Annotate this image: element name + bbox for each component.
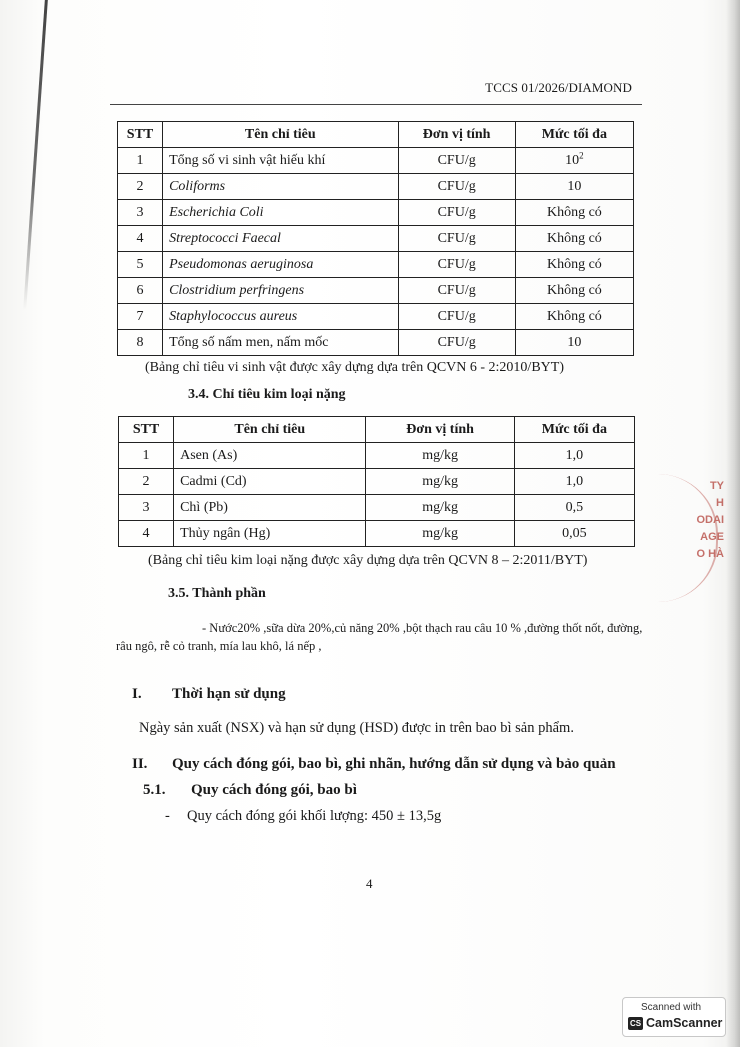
col-limit: Mức tối đa <box>514 417 634 443</box>
cell-name: Tổng số vi sinh vật hiếu khí <box>163 148 398 174</box>
cell-limit: 1,0 <box>514 469 634 495</box>
document-code: TCCS 01/2026/DIAMOND <box>485 80 632 95</box>
table-row <box>118 278 634 304</box>
cell-limit <box>515 304 633 330</box>
cell-stt: 1 <box>118 148 163 174</box>
cell-unit: CFU/g <box>398 278 515 304</box>
table-header-row <box>118 122 634 148</box>
camscanner-logo-icon: CS <box>629 1019 642 1028</box>
camscanner-badge <box>622 997 726 1037</box>
section-i-numeral: I. <box>132 686 142 702</box>
cell-unit: CFU/g <box>398 148 515 174</box>
cell-limit: 0,5 <box>514 495 634 521</box>
col-unit: Đơn vị tính <box>366 417 514 443</box>
cell-stt: 7 <box>118 304 163 330</box>
cell-name: Cadmi (Cd) <box>174 469 366 495</box>
col-stt: STT <box>119 417 174 443</box>
section-5-1-number: 5.1. <box>143 782 166 798</box>
section-5-1-bullet: - <box>165 808 170 824</box>
col-name: Tên chỉ tiêu <box>174 417 366 443</box>
company-stamp <box>684 478 724 598</box>
limit-value: Không có <box>546 204 602 220</box>
cell-unit: mg/kg <box>366 443 514 469</box>
cell-unit: mg/kg <box>366 469 514 495</box>
stamp-text: AGE <box>700 531 724 544</box>
table-header-row <box>119 417 635 443</box>
section-i-title: Thời hạn sử dụng <box>172 686 286 702</box>
cell-limit <box>515 252 633 278</box>
cell-limit <box>515 226 633 252</box>
cell-name: Pseudomonas aeruginosa <box>163 252 398 278</box>
col-stt: STT <box>118 122 163 148</box>
table-row <box>118 174 634 200</box>
cell-stt: 4 <box>118 226 163 252</box>
page-edge-shadow <box>726 0 740 1047</box>
table-row <box>118 148 634 174</box>
stamp-text: H <box>716 497 724 510</box>
camscanner-brand: CamScanner <box>646 1016 723 1030</box>
cell-stt: 2 <box>119 469 174 495</box>
stamp-text: TY <box>709 480 724 492</box>
table-row <box>118 200 634 226</box>
microbiology-table-caption: (Bảng chỉ tiêu vi sinh vật được xây dựng dựa trên QCVN 6 - 2:2010/BYT) <box>145 360 564 375</box>
limit-exponent: 2 <box>579 149 584 160</box>
table-row <box>119 443 635 469</box>
cell-unit: CFU/g <box>398 200 515 226</box>
cell-stt: 1 <box>119 443 174 469</box>
composition-line-1: - Nước20% ,sữa dừa 20%,củ năng 20% ,bột thạch rau câu 10 % ,đường thốt nốt, đường, <box>202 621 643 635</box>
section-ii-numeral: II. <box>132 756 148 772</box>
cell-name: Clostridium perfringens <box>163 278 398 304</box>
cell-limit: 0,05 <box>514 521 634 547</box>
table-row <box>118 304 634 330</box>
cell-stt: 3 <box>118 200 163 226</box>
col-unit: Đơn vị tính <box>398 122 515 148</box>
composition-line-2: râu ngô, rễ cỏ tranh, mía lau khô, lá nếp , <box>116 639 322 653</box>
cell-limit <box>515 174 633 200</box>
limit-value: Không có <box>546 308 602 324</box>
col-name: Tên chỉ tiêu <box>163 122 398 148</box>
section-5-1-title: Quy cách đóng gói, bao bì <box>191 782 357 798</box>
cell-name: Staphylococcus aureus <box>163 304 398 330</box>
table-row <box>118 252 634 278</box>
cell-unit: CFU/g <box>398 252 515 278</box>
limit-value: Không có <box>546 256 602 272</box>
cell-limit: 1,0 <box>514 443 634 469</box>
table-row <box>118 226 634 252</box>
fold-shadow <box>23 0 48 310</box>
limit-value: 10 <box>567 334 582 350</box>
cell-stt: 8 <box>118 330 163 356</box>
cell-unit: CFU/g <box>398 330 515 356</box>
cell-stt: 3 <box>119 495 174 521</box>
page-number: 4 <box>366 876 373 891</box>
limit-value: 10 <box>567 178 582 194</box>
heavy-metals-table-caption: (Bảng chỉ tiêu kim loại nặng được xây dựng dựa trên QCVN 8 – 2:2011/BYT) <box>148 553 588 568</box>
cell-unit: CFU/g <box>398 226 515 252</box>
cell-stt: 6 <box>118 278 163 304</box>
scanned-with-label: Scanned with <box>641 1002 702 1013</box>
cell-stt: 4 <box>119 521 174 547</box>
cell-unit: CFU/g <box>398 304 515 330</box>
section-5-1-text: Quy cách đóng gói khối lượng: 450 ± 13,5g <box>187 808 442 824</box>
table-row <box>119 521 635 547</box>
table-row <box>118 330 634 356</box>
cell-limit <box>515 330 633 356</box>
microbiology-table-body <box>118 148 634 356</box>
section-ii-title: Quy cách đóng gói, bao bì, ghi nhãn, hướng dẫn sử dụng và bảo quản <box>172 756 616 772</box>
cell-name: Asen (As) <box>174 443 366 469</box>
col-limit: Mức tối đa <box>515 122 633 148</box>
stamp-text: ODAI <box>696 514 724 527</box>
heavy-metals-heading: 3.4. Chỉ tiêu kim loại nặng <box>188 387 346 402</box>
limit-value: Không có <box>546 230 602 246</box>
cell-limit <box>515 278 633 304</box>
cell-stt: 2 <box>118 174 163 200</box>
section-i-text: Ngày sản xuất (NSX) và hạn sử dụng (HSD) được in trên bao bì sản phẩm. <box>139 720 574 736</box>
cell-limit <box>515 148 633 174</box>
microbiology-table <box>117 121 634 356</box>
table-row <box>119 495 635 521</box>
heavy-metals-table <box>118 416 635 547</box>
header-rule <box>110 104 642 105</box>
cell-unit: mg/kg <box>366 495 514 521</box>
cell-name: Thủy ngân (Hg) <box>174 521 366 547</box>
cell-unit: CFU/g <box>398 174 515 200</box>
composition-heading: 3.5. Thành phần <box>168 586 266 601</box>
stamp-text: O HÀ <box>696 548 724 561</box>
cell-unit: mg/kg <box>366 521 514 547</box>
cell-stt: 5 <box>118 252 163 278</box>
cell-limit <box>515 200 633 226</box>
limit-value: Không có <box>546 282 602 298</box>
cell-name: Chì (Pb) <box>174 495 366 521</box>
cell-name: Streptococci Faecal <box>163 226 398 252</box>
heavy-metals-table-body <box>119 443 635 547</box>
cell-name: Tổng số nấm men, nấm mốc <box>163 330 398 356</box>
cell-name: Coliforms <box>163 174 398 200</box>
table-row <box>119 469 635 495</box>
cell-name: Escherichia Coli <box>163 200 398 226</box>
limit-value: 10 <box>565 152 580 168</box>
